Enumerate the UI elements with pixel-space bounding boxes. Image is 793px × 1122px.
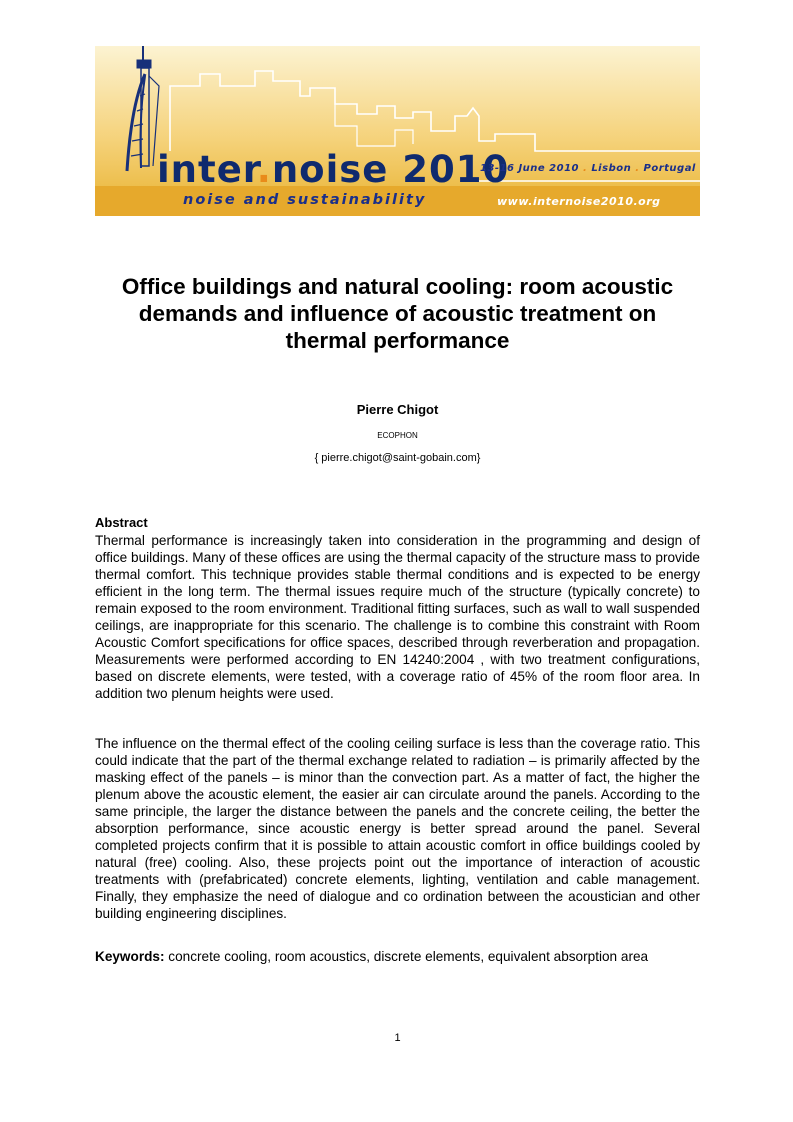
abstract-heading: Abstract <box>95 515 148 530</box>
conference-website: www.internoise2010.org <box>497 195 661 208</box>
abstract-paragraph-2: The influence on the thermal effect of the cooling ceiling surface is less than the coverage ratio. This could indicate that the part of the thermal exchange related to radiation – is primarily affected by the masking effect of the panels – is minor than the convection part. As a matter of fact, the higher the plenum above the acoustic element, the easier air can circulate around the panels. According to the same principle, the larger the distance between the panels and the concrete ceiling, the better the absorption performance, since acoustic energy is better spread around the panel. Several completed projects confirm that it is possible to attain acoustic comfort in office buildings cooled by natural (free) cooling. Also, these projects point out the importance of interaction of acoustic treatments with (prefabricated) concrete elements, lighting, ventilation and cable management. Finally, they emphasize the need of dialogue and co ordination between the acoustician and other building engineering disciplines. <box>95 736 700 921</box>
conference-tagline: noise and sustainability <box>183 192 427 208</box>
author-name: Pierre Chigot <box>356 402 439 417</box>
author-affiliation: ECOPHON <box>377 431 418 440</box>
keywords <box>95 948 700 965</box>
author-email: { pierre.chigot@saint-gobain.com} <box>314 452 481 464</box>
conference-date-location: 13-16 June 2010 . Lisbon . Portugal <box>480 163 696 174</box>
abstract-paragraph-1: Thermal performance is increasingly taken into consideration in the programming and design of office buildings. Many of these offices are using the thermal capacity of the structure mass to provide thermal comfort. This technique provides stable thermal conditions and is expected to be energy efficient in the long term. The thermal issues require much of the structure (typically concrete) to remain exposed to the room environment. Traditional fitting surfaces, such as wall to wall suspended ceilings, are inappropriate for this scenario. The challenge is to combine this constraint with Room Acoustic Comfort specifications for office spaces, described through reverberation and propagation. Measurements were performed according to EN 14240:2004 , with two treatment configurations, based on discrete elements, were tested, with a coverage ratio of 45% of the room floor area. In addition two plenum heights were used. <box>95 533 700 701</box>
paper-title: Office buildings and natural cooling: room acoustic demands and influence of acoustic treatment on thermal performance <box>121 274 674 353</box>
keywords-list: concrete cooling, room acoustics, discrete elements, equivalent absorption area <box>164 949 649 964</box>
page-number: 1 <box>394 1032 401 1044</box>
conference-logo-text: inter.noise 2010 <box>157 148 510 191</box>
keywords-label: Keywords: <box>95 949 165 964</box>
conference-banner <box>95 46 700 216</box>
